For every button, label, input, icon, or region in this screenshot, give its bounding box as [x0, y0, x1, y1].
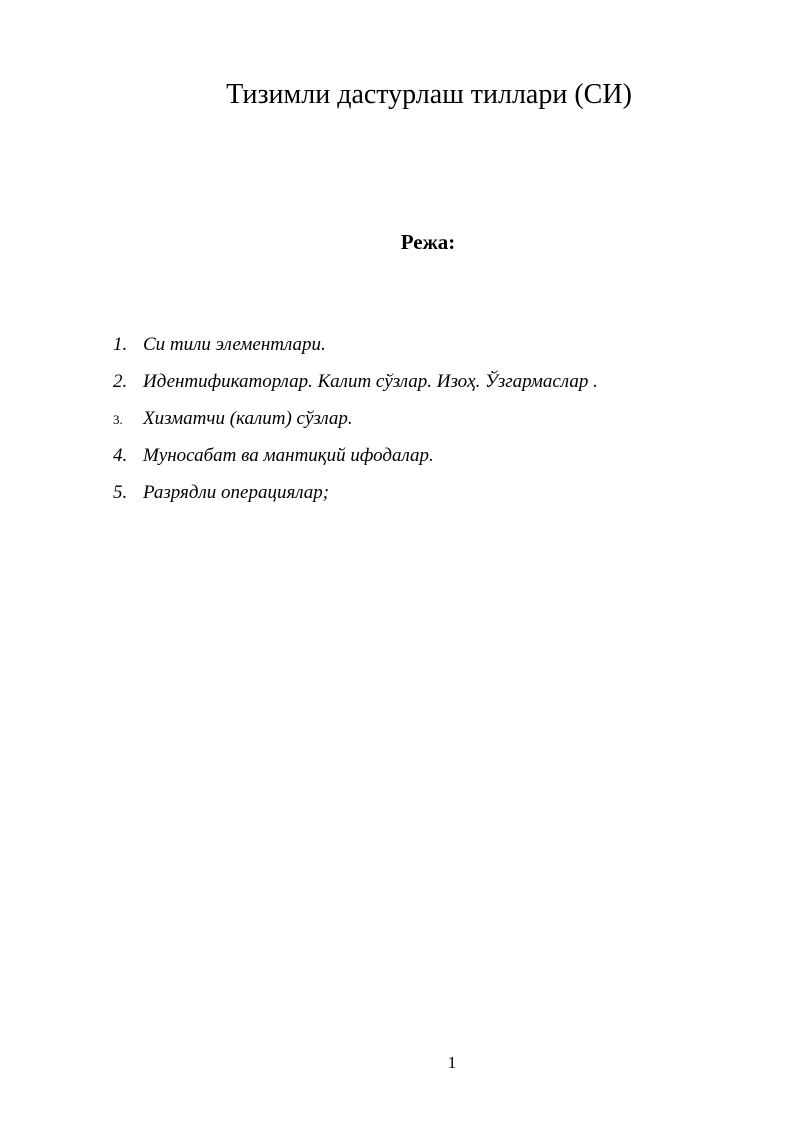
plan-item-2	[113, 368, 598, 405]
plan-item-4	[113, 442, 598, 479]
plan-list	[113, 331, 598, 516]
plan-item-number: 3.	[113, 412, 123, 427]
plan-item-text: Хизматчи (калит) сўзлар.	[143, 408, 353, 429]
plan-item-5	[113, 479, 598, 516]
plan-item-number: 1.	[113, 334, 128, 355]
page-title: Тизимли дастурлаш тиллари (СИ)	[226, 79, 632, 110]
plan-heading: Режа:	[400, 230, 456, 254]
plan-item-1	[113, 331, 598, 368]
plan-item-text: Разрядли операциялар;	[143, 482, 330, 503]
plan-item-3	[113, 405, 598, 442]
plan-item-text: Си тили элементлари.	[143, 334, 326, 355]
plan-item-number: 2.	[113, 371, 128, 392]
page-number: 1	[447, 1053, 457, 1072]
plan-item-text: Идентификаторлар. Калит сўзлар. Изоҳ. Ўзгармаслар .	[143, 371, 598, 392]
plan-item-number: 4.	[113, 445, 128, 466]
plan-item-number: 5.	[113, 482, 128, 503]
plan-item-text: Муносабат ва мантиқий ифодалар.	[143, 445, 434, 466]
